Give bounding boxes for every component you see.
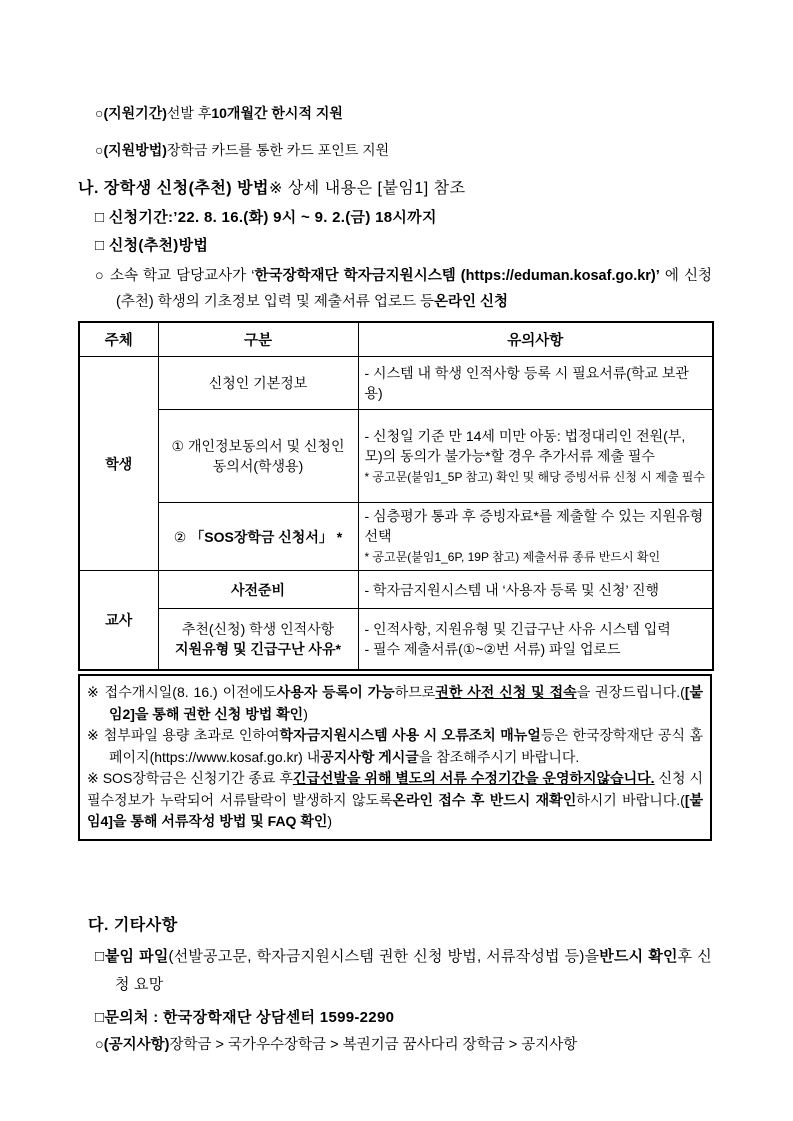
contact-line: □문의처 : 한국장학재단 상담센터 1599-2290 xyxy=(95,1008,395,1026)
teacher-preparation-cell: 사전준비 xyxy=(158,571,358,609)
support-period-line: ○(지원기간)선발 후10개월간 한시적 지원 xyxy=(95,105,343,121)
application-procedure-table xyxy=(78,321,714,671)
table-row xyxy=(79,357,713,410)
student-basic-info-cell: 신청인 기본정보 xyxy=(158,357,358,410)
subject-teacher-cell: 교사 xyxy=(79,571,158,671)
teacher-recommendation-cell: 추천(신청) 학생 인적사항 지원유형 및 긴급구난 사유* xyxy=(158,609,358,671)
note-pre-registration: ※ 접수개시일(8. 16.) 이전에도사용자 등록이 가능하므로권한 사전 신청 및 접속을 권장드립니다.([붙임2]을 통해 권한 신청 방법 확인) xyxy=(87,684,704,722)
note-error-manual: ※ 첨부파일 용량 초과로 인하여학자금지원시스템 사용 시 오류조치 매뉴얼등은 한국장학재단 공식 홈페이지(https://www.kosaf.go.kr) 내공지사항 게시글을 참조해주시기 바랍니다. xyxy=(87,727,704,765)
student-basic-info-notes-cell: - 시스템 내 학생 인적사항 등록 시 필요서류(학교 보관용) xyxy=(358,357,713,410)
table-row xyxy=(79,503,713,571)
teacher-preparation-notes-cell: - 학자금지원시스템 내 ‘사용자 등록 및 신청’ 진행 xyxy=(358,571,713,609)
student-sos-application-cell: ② 「SOS장학금 신청서」 * xyxy=(158,503,358,571)
subject-student-cell: 학생 xyxy=(79,357,158,571)
support-method-line: ○(지원방법)장학금 카드를 통한 카드 포인트 지원 xyxy=(95,142,390,158)
application-method-line: □ 신청(추천)방법 xyxy=(95,237,209,254)
column-header-subject: 주체 xyxy=(79,322,158,357)
column-header-notes: 유의사항 xyxy=(358,322,713,357)
section-heading-da: 다. 기타사항 xyxy=(88,916,178,934)
note-no-revision-period: ※ SOS장학금은 신청기간 종료 후긴급선발을 위해 별도의 서류 수정기간을 운영하지않습니다. 신청 시 필수정보가 누락되어 서류탈락이 발생하지 않도록온라인 접수 후 반드시 재확인하시기 바랍니다.([붙임4]을 통해 서류작성 방법 및 FAQ 확인) xyxy=(87,770,703,829)
table-header-row xyxy=(79,322,713,357)
attachment-files-line: □붙임 파일(선발공고문, 학자금지원시스템 권한 신청 방법, 서류작성법 등)을반드시 확인후 신청 요망 xyxy=(95,947,712,993)
student-consent-form-notes-cell: - 신청일 기준 만 14세 미만 아동: 법정대리인 전원(부, 모)의 동의가 불가능*할 경우 추가서류 제출 필수 * 공고문(붙임1_5P 참고) 확인 및 해당 증빙서류 신청 시 제출 필수 xyxy=(358,410,713,503)
column-header-category: 구분 xyxy=(158,322,358,357)
table-row xyxy=(79,609,713,671)
table-row xyxy=(79,410,713,503)
student-sos-application-notes-cell: - 심층평가 통과 후 증빙자료*를 제출할 수 있는 지원유형 선택 * 공고문(붙임1_6P, 19P 참고) 제출서류 종류 반드시 확인 xyxy=(358,503,713,571)
teacher-recommendation-notes-cell: - 인적사항, 지원유형 및 긴급구난 사유 시스템 입력 - 필수 제출서류(①~②번 서류) 파일 업로드 xyxy=(358,609,713,671)
student-consent-form-cell: ① 개인정보동의서 및 신청인 동의서(학생용) xyxy=(158,410,358,503)
notes-box xyxy=(78,674,712,841)
online-application-paragraph: ○ 소속 학교 담당교사가 ‘한국장학재단 학자금지원시스템 (https://eduman.kosaf.go.kr)’ 에 신청(추천) 학생의 기초정보 입력 및 제출서류 업로드 등온라인 신청 xyxy=(95,268,713,310)
application-period-line: □ 신청기간:’22. 8. 16.(화) 9시 ~ 9. 2.(금) 18시까지 xyxy=(95,209,437,226)
notice-path-line: ○(공지사항)장학금 > 국가우수장학금 > 복권기금 꿈사다리 장학금 > 공지사항 xyxy=(95,1036,578,1053)
table-row xyxy=(79,571,713,609)
section-heading-na: 나. 장학생 신청(추천) 방법※ 상세 내용은 [붙임1] 참조 xyxy=(78,180,466,197)
